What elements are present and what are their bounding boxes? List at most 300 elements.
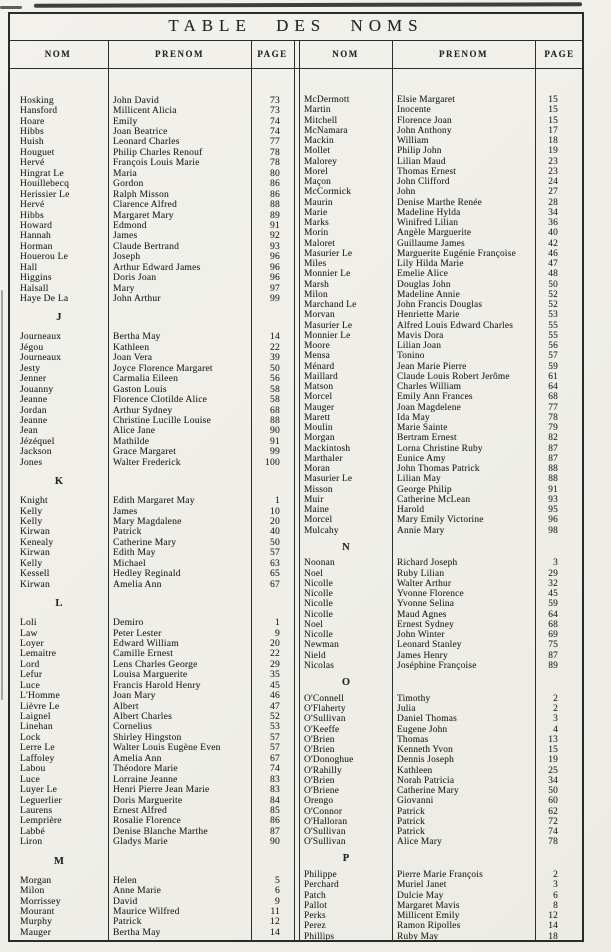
nom-cell: Noel [304,619,324,630]
table-row [10,457,294,467]
page-cell: 40 [270,526,280,538]
page-cell: 74 [270,763,280,775]
page-cell: 4 [553,724,558,735]
nom-cell: Houguet [20,146,55,158]
page-cell: 88 [548,464,558,475]
page-cell: 53 [270,721,280,733]
table-row [300,269,584,279]
nom-cell: Marthaler [304,453,343,464]
table-row [10,826,294,836]
page-cell: 15 [548,745,558,756]
page-cell: 22 [270,341,280,353]
table-row [10,506,294,516]
prenom-cell: Bertha May [113,926,161,938]
nom-cell: Marie [304,207,328,218]
prenom-cell: Margaret Mary [113,209,174,221]
table-row [10,158,294,168]
table-row [10,680,294,690]
page-cell: 46 [270,690,280,702]
table-row [10,885,294,895]
prenom-cell: Joyce Florence Margaret [113,362,213,374]
nom-cell: Perchard [304,880,339,891]
prenom-cell: Arthur Edward James [113,261,201,273]
prenom-cell: Alfred Louis Edward Charles [397,320,514,331]
nom-cell: Hervé [20,157,45,169]
page-cell: 5 [275,874,280,886]
nom-cell: Laurens [20,804,53,816]
table-row [10,436,294,446]
page-cell: 34 [548,207,558,218]
table-row [10,283,294,293]
page-cell: 12 [270,916,280,928]
page-cell: 56 [548,341,558,352]
prenom-cell: Mary Emily Victorine [397,515,484,526]
page-cell: 18 [548,136,558,147]
prenom-cell: John [397,187,416,198]
page-cell: 1 [275,495,280,507]
prenom-cell: Ernest Alfred [113,804,168,816]
table-row [10,363,294,373]
nom-cell: Marks [304,218,329,229]
section-letter: P [342,853,350,865]
prenom-cell: John Winter [397,630,445,641]
page-cell: 67 [270,752,280,764]
prenom-cell: Dennis Joseph [397,755,455,766]
page-cell: 23 [548,166,558,177]
table-row [300,454,584,464]
prenom-cell: Joan Mary [113,690,156,702]
page-cell: 25 [548,765,558,776]
table-row [300,735,584,745]
nom-cell: Masurier Le [304,474,353,485]
page-cell: 99 [270,293,280,305]
nom-cell: Lemaitre [20,648,57,660]
page-cell: 80 [270,167,280,179]
table-row [10,527,294,537]
nom-cell: Jean [20,425,38,437]
nom-cell: Nield [304,650,326,661]
page-cell: 34 [548,775,558,786]
page-cell: 14 [548,921,558,932]
page-cell: 15 [548,95,558,106]
prenom-cell: Pierre Marie François [397,870,483,881]
nom-cell: Newman [304,640,340,651]
table-row [10,374,294,384]
left-column [10,69,294,942]
prenom-cell: Millicent Alicia [113,105,177,117]
page-cell: 48 [548,269,558,280]
nom-cell: Hoare [20,115,45,127]
prenom-cell: Emily Ann Frances [397,392,473,403]
nom-cell: Nicolle [304,599,333,610]
prenom-cell: Louisa Marguerite [113,669,188,681]
table-row [10,649,294,659]
prenom-cell: Lily Hilda Marie [397,259,464,270]
page-cell: 50 [548,786,558,797]
page-cell: 39 [270,352,280,364]
page-cell: 45 [270,679,280,691]
nom-cell: Masurier Le [304,248,353,259]
prenom-cell: Joseph [113,251,141,263]
prenom-cell: Ruby May [397,931,439,942]
nom-cell: Mauger [304,402,335,413]
page-cell: 96 [548,515,558,526]
page-cell: 9 [275,627,280,639]
table-row [10,722,294,732]
table-row [300,755,584,765]
prenom-cell: Joan Vera [113,352,153,364]
table-row [300,146,584,156]
page-cell: 93 [548,494,558,505]
nom-cell: Herissier Le [20,188,70,200]
prenom-cell: Michael [113,557,146,569]
page-cell: 47 [548,259,558,270]
prenom-cell: Shirley Hingston [113,731,182,743]
prenom-cell: Doris Marguerite [113,794,183,806]
table-row [10,342,294,352]
nom-cell: Nicolle [304,589,333,600]
prenom-cell: Gordon [113,178,144,190]
table-row [300,464,584,474]
table-row [300,136,584,146]
page-cell: 20 [270,637,280,649]
prenom-cell: Albert [113,700,139,712]
prenom-cell: Albert Charles [113,711,173,723]
prenom-cell: Tonino [397,351,425,362]
table-row [10,394,294,404]
section-letter: M [53,855,65,867]
prenom-cell: Alice Mary [397,837,442,848]
table-row [10,415,294,425]
nom-cell: O'Sullivan [304,714,346,725]
nom-cell: Pallot [304,900,328,911]
prenom-cell: Harold [397,505,425,516]
table-row [300,392,584,402]
nom-cell: Leguerlier [20,794,62,806]
table-row [10,753,294,763]
page-cell: 2 [553,704,558,715]
prenom-cell: Lilian Maud [397,156,446,167]
table-row [300,444,584,454]
page-cell: 75 [548,640,558,651]
table-row [10,558,294,568]
prenom-cell: Demiro [113,617,144,629]
prenom-cell: Edward William [113,637,179,649]
page-cell: 69 [548,630,558,641]
prenom-cell: John David [113,94,159,106]
prenom-cell: Dulcie May [397,890,444,901]
prenom-cell: Claude Bertrand [113,240,180,252]
nom-cell: Masurier Le [304,320,353,331]
prenom-cell: David [113,895,138,907]
page-cell: 3 [553,880,558,891]
table-row [10,95,294,105]
nom-cell: Perez [304,921,326,932]
nom-cell: Horman [20,240,53,252]
page-cell: 72 [548,816,558,827]
prenom-cell: Henri Pierre Jean Marie [113,784,210,796]
table-row [300,921,584,931]
nom-cell: O'Connor [304,806,343,817]
prenom-cell: Eugene John [397,724,448,735]
nom-cell: Howard [20,219,53,231]
table-row [300,321,584,331]
page-cell: 52 [548,300,558,311]
nom-cell: Lock [20,731,41,743]
table-row [300,126,584,136]
nom-cell: Nicolle [304,630,333,641]
prenom-cell: Inocente [397,105,431,116]
nom-cell: Hall [20,261,38,273]
nom-cell: Higgins [20,272,52,284]
section-letter: L [55,597,63,609]
page-cell: 87 [548,453,558,464]
nom-cell: Mensa [304,351,330,362]
prenom-cell: Lilian May [397,474,441,485]
table-row [10,384,294,394]
table-row [300,786,584,796]
table-row [10,711,294,721]
table-row [10,764,294,774]
nom-cell: Hervé [20,199,45,211]
table-row [10,875,294,885]
nom-cell: Maloret [304,238,336,249]
table-row [300,776,584,786]
table-row [300,724,584,734]
table-row [10,231,294,241]
page-cell: 87 [548,443,558,454]
nom-cell: Luce [20,773,40,785]
prenom-cell: Walter Louis Eugène Even [113,742,221,754]
prenom-cell: Thomas Ernest [397,166,457,177]
nom-cell: Loyer [20,637,44,649]
page-cell: 42 [548,238,558,249]
page-cell: 91 [270,435,280,447]
page-cell: 97 [270,282,280,294]
page-cell: 82 [548,433,558,444]
table-row [300,433,584,443]
table-row [300,341,584,351]
table-row [10,353,294,363]
prenom-cell: James Henry [397,650,448,661]
page-cell: 52 [548,289,558,300]
nom-cell: Malorey [304,156,338,167]
nom-cell: Jenner [20,373,47,385]
nom-cell: Journeaux [20,331,62,343]
page-cell: 63 [270,557,280,569]
nom-cell: Morcel [304,515,333,526]
page-cell: 96 [270,251,280,263]
nom-cell: Kirwan [20,547,50,559]
prenom-cell: Julia [397,704,416,715]
table-row [10,168,294,178]
table-row [300,249,584,259]
table-row [300,362,584,372]
nom-cell: Murphy [20,916,53,928]
nom-cell: Noel [304,568,324,579]
page-cell: 88 [270,199,280,211]
page-cell: 64 [548,609,558,620]
page-cell: 88 [548,474,558,485]
table-row [300,640,584,650]
page-cell: 83 [270,773,280,785]
prenom-cell: Patrick [113,916,142,928]
table-row [10,189,294,199]
table-row [300,817,584,827]
page-cell: 79 [548,423,558,434]
table-row [300,208,584,218]
prenom-cell: Francis Harold Henry [113,679,201,691]
nom-cell: O'Rahilly [304,765,342,776]
table-row [300,331,584,341]
prenom-cell: Ida May [397,412,430,423]
page-cell: 58 [270,383,280,395]
prenom-cell: Leonard Charles [113,136,180,148]
prenom-cell: Bertram Ernest [397,433,457,444]
nom-cell: Liron [20,836,43,848]
nom-cell: Mauger [20,926,52,938]
nom-cell: Journeaux [20,352,62,364]
table-row [300,558,584,568]
nom-cell: Labou [20,763,46,775]
nom-cell: Halsall [20,282,49,294]
table-row [300,932,584,942]
table-row [300,218,584,228]
page-cell: 14 [270,926,280,938]
prenom-cell: Florence Joan [397,115,452,126]
prenom-cell: Douglas John [397,279,451,290]
nom-cell: Labbé [20,825,45,837]
nom-cell: Hannah [20,230,52,242]
page-cell: 32 [548,578,558,589]
table-row [10,701,294,711]
page-cell: 90 [270,425,280,437]
page-cell: 2 [553,693,558,704]
table-row [300,589,584,599]
page-cell: 61 [548,371,558,382]
section-row [300,847,584,870]
prenom-cell: Lens Charles George [113,658,198,670]
nom-cell: O'Sullivan [304,827,346,838]
page-cell: 74 [548,827,558,838]
page-cell: 20 [270,516,280,528]
page-cell: 74 [270,115,280,127]
prenom-cell: Mary [113,282,135,294]
prenom-cell: Mary Magdalene [113,516,182,528]
nom-cell: Loli [20,617,37,629]
table-row [10,670,294,680]
nom-cell: Mulcahy [304,525,339,536]
nom-cell: Lefur [20,669,43,681]
table-row [10,262,294,272]
table-row [300,280,584,290]
table-row [300,495,584,505]
page-cell: 96 [270,261,280,273]
page-cell: 90 [270,836,280,848]
nom-cell: Laignel [20,711,51,723]
table-row [10,628,294,638]
page-cell: 36 [548,218,558,229]
table-row [300,239,584,249]
table-row [300,157,584,167]
table-row [10,199,294,209]
column-header-prenom-left: PRENOM [155,49,204,59]
page-cell: 99 [270,446,280,458]
page-cell: 95 [548,505,558,516]
nom-cell: Jones [20,456,43,468]
table-row [300,569,584,579]
prenom-cell: John Arthur [113,293,161,305]
page-cell: 87 [270,825,280,837]
nom-cell: Jeanne [20,414,48,426]
table-row [10,548,294,558]
prenom-cell: Emily [113,115,138,127]
table-row [300,515,584,525]
prenom-cell: Lilian Joan [397,341,442,352]
prenom-cell: Grace Margaret [113,446,177,458]
nom-cell: Kelly [20,505,43,517]
prenom-cell: John Thomas Patrick [397,464,480,475]
nom-cell: Philippe [304,870,337,881]
section-letter: J [56,312,62,324]
prenom-cell: Ernest Sydney [397,619,455,630]
nom-cell: Morgan [304,433,335,444]
nom-cell: Marsh [304,279,329,290]
nom-cell: Hosking [20,94,54,106]
nom-cell: Mackin [304,136,334,147]
section-row [300,671,584,694]
section-row [10,467,294,495]
page-cell: 77 [548,402,558,413]
page-cell: 53 [548,310,558,321]
prenom-cell: Guillaume James [397,238,465,249]
nom-cell: Laffoley [20,752,55,764]
nom-cell: Marett [304,412,331,423]
nom-cell: Maillard [304,371,338,382]
prenom-cell: John Anthony [397,125,452,136]
nom-cell: O'Brien [304,734,335,745]
table-row [300,259,584,269]
page-cell: 57 [548,351,558,362]
nom-cell: O'Brien [304,745,335,756]
table-row [300,620,584,630]
prenom-cell: Catherine McLean [397,494,471,505]
nom-cell: Luyer Le [20,784,58,796]
page-cell: 9 [275,895,280,907]
page-cell: 93 [270,240,280,252]
nom-cell: O'Sullivan [304,837,346,848]
prenom-cell: Emelie Alice [397,269,449,280]
nom-cell: Marchand Le [304,300,357,311]
prenom-cell: Hedley Reginald [113,568,181,580]
nom-cell: Lièvre Le [20,700,60,712]
table-row [10,252,294,262]
table-row [10,906,294,916]
table-row [10,638,294,648]
page-cell: 15 [548,115,558,126]
table-row [10,147,294,157]
nom-cell: O'Connell [304,693,344,704]
nom-cell: Lord [20,658,40,670]
section-row [300,536,584,559]
prenom-cell: Jean Marie Pierre [397,361,467,372]
prenom-cell: Marguerite Eugénie Françoise [397,248,516,259]
prenom-cell: Millicent Emily [397,911,460,922]
page-cell: 23 [548,156,558,167]
table-row [300,901,584,911]
table-row [10,795,294,805]
prenom-cell: Kathleen [113,341,150,353]
